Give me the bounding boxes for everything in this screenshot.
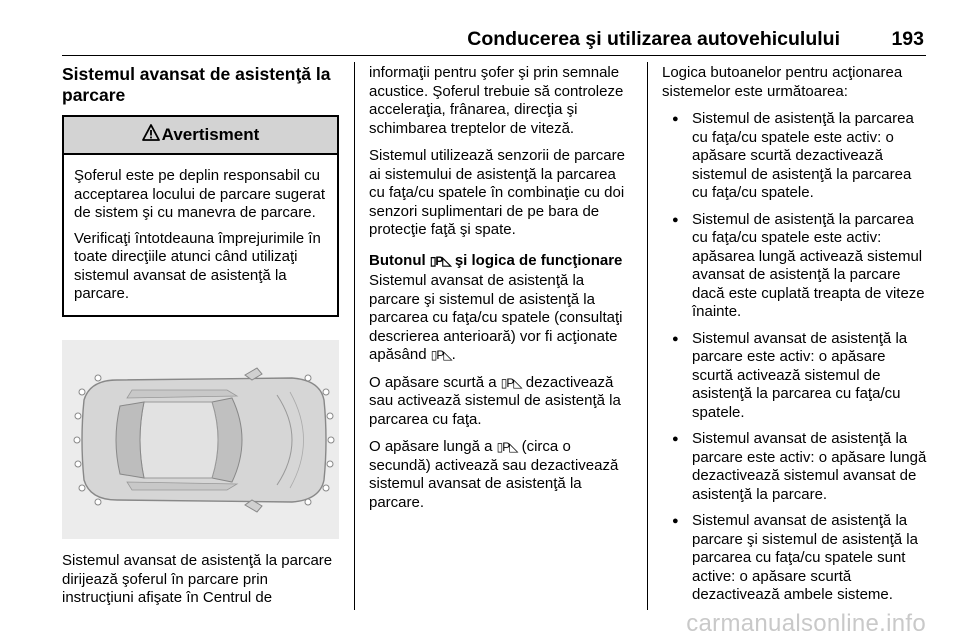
paragraph: informaţii pentru şofer şi prin semnale acustice. Şoferul trebuie să controleze acceleraţia, frânarea, direcţia şi schimbarea treptelor de viteză. [369, 64, 624, 137]
page-number: 193 [891, 28, 924, 50]
warning-box [62, 115, 339, 317]
warning-triangle-icon [142, 124, 160, 146]
intro-paragraph: Logica butoanelor pentru acţionarea sistemelor este următoarea: [662, 64, 903, 100]
subheading-suffix: şi logica de funcţionare [450, 251, 623, 269]
figure-caption [62, 552, 339, 617]
paragraph [369, 272, 633, 365]
warning-paragraph: Verificaţi întotdeauna împrejurimile în toate direcţiile atunci când utilizaţi sistemul avansat de asistenţă la parcare. [74, 229, 321, 302]
header-rule [62, 55, 926, 56]
paragraph [369, 374, 633, 430]
list-item: ● Sistemul de asistenţă la parcarea cu faţa/cu spatele este activ: apăsarea lungă activează sistemul avansat de asistenţă la parcare dacă este cuplată treapta de viteze înainte. [662, 211, 930, 322]
column-divider-2 [647, 62, 648, 610]
parking-button-icon: ▯P◺ [429, 253, 451, 268]
paragraph-end: dezactivează sau activează sistemul de asistenţă la parcarea cu faţa. [369, 373, 621, 428]
paragraph-text: O apăsare scurtă a [369, 373, 501, 391]
paragraph [369, 438, 633, 512]
paragraph: Sistemul utilizează senzorii de parcare ai sistemului de asistenţă la parcarea cu faţa/cu spatele în combinaţie cu doi senzori suplimentari de pe bara de protecţie faţă şi spate. [369, 147, 625, 238]
subheading-prefix: Butonul [369, 251, 430, 269]
warning-header [64, 117, 337, 155]
logic-list [662, 110, 930, 605]
section-title: Sistemul avansat de asistenţă la parcare [62, 64, 331, 105]
paragraph-text: Sistemul avansat de asistenţă la parcare şi sistemul de asistenţă la parcarea cu faţa/cu spatele (consultaţi descrierea anterioară) vor fi acţionate apăsând [369, 272, 623, 363]
parking-button-icon: ▯P◺ [430, 348, 452, 362]
subheading [369, 252, 633, 271]
warning-body [64, 155, 337, 315]
list-item: ● Sistemul avansat de asistenţă la parcare şi sistemul de asistenţă la parcarea cu faţa/cu spatele sunt active: o apăsare scurtă dezactivează ambele sisteme. [662, 512, 930, 605]
watermark: carmanualsonline.info [686, 610, 926, 637]
paragraph-end: (circa o secundă) activează sau dezactivează sistemul avansat de asistenţă la parcare. [369, 438, 619, 511]
warning-paragraph: Şoferul este pe deplin responsabil cu acceptarea locului de parcare sugerat de sistem şi cu manevra de parcare. [74, 167, 325, 221]
list-item: ● Sistemul de asistenţă la parcarea cu faţa/cu spatele este activ: o apăsare scurtă dezactivează sistemul de asistenţă la parcarea cu faţa/cu spatele. [662, 110, 930, 203]
left-column [62, 64, 339, 317]
warning-title: Avertisment [161, 124, 260, 144]
car-sensor-figure [62, 340, 339, 539]
middle-column [369, 64, 633, 521]
paragraph-text: O apăsare lungă a [369, 438, 497, 455]
list-item: ● Sistemul avansat de asistenţă la parcare este activ: o apăsare lungă dezactivează sistemul avansat de asistenţă la parcare. [662, 430, 930, 504]
parking-button-icon: ▯P◺ [500, 375, 522, 390]
car-top-view-icon [62, 340, 339, 539]
page-header-title: Conducerea şi utilizarea autovehiculului [467, 28, 840, 50]
caption-text: Sistemul avansat de asistenţă la parcare dirijează şoferul în parcare prin instrucţiuni afişate în Centrul de [62, 552, 333, 606]
page-header [62, 28, 926, 56]
parking-button-icon: ▯P◺ [496, 440, 518, 454]
paragraph-end: . [451, 346, 456, 363]
right-column [662, 64, 930, 613]
column-divider-1 [354, 62, 355, 610]
list-item: ● Sistemul avansat de asistenţă la parcare este activ: o apăsare scurtă activează sistemul de asistenţă la parcarea cu faţa/cu spatele. [662, 330, 930, 423]
